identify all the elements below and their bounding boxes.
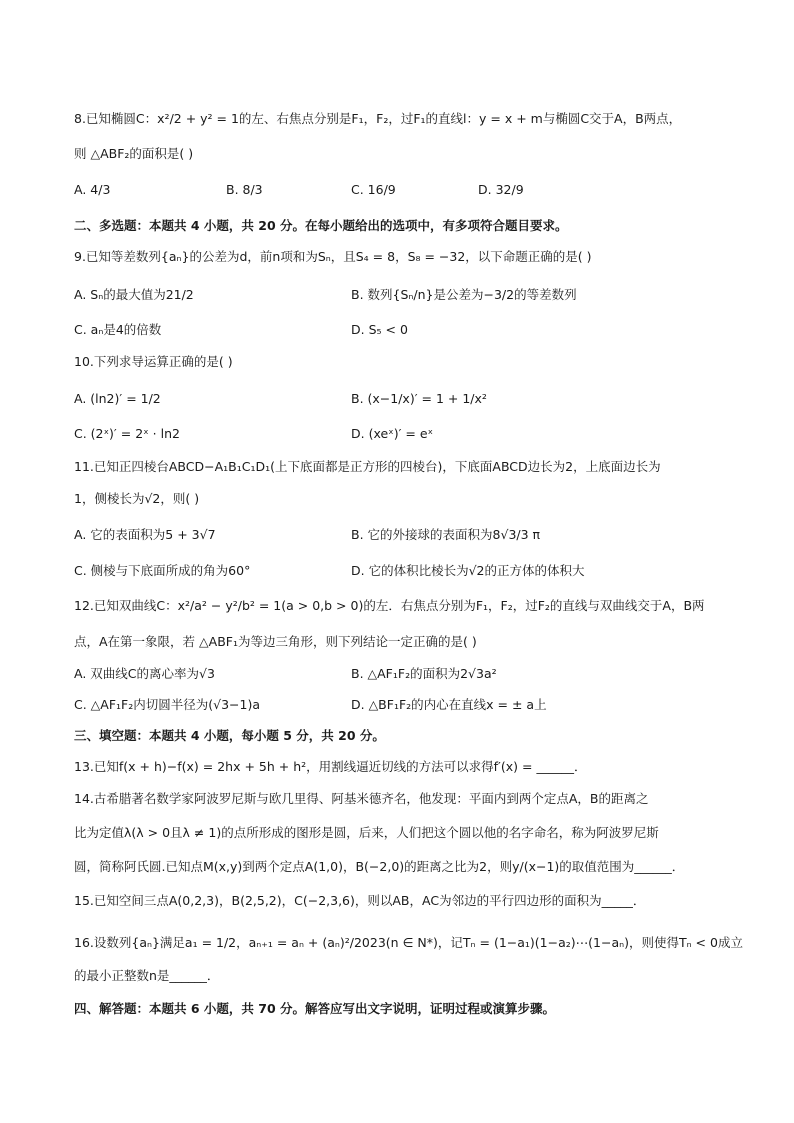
q16-line1: 16.设数列{aₙ}满足a₁ = 1/2，aₙ₊₁ = aₙ + (aₙ)²/2023(n ∈ N*)，记Tₙ = (1−a₁)(1−a₂)⋯(1−aₙ)，则使得Tₙ < 0成立: [74, 935, 743, 950]
q8-line1: 8.已知椭圆C：x²/2 + y² = 1的左、右焦点分别是F₁，F₂，过F₁的直线l：y = x + m与椭圆C交于A，B两点，: [74, 111, 682, 126]
section-4-heading: 四、解答题：本题共 6 小题，共 70 分。解答应写出文字说明，证明过程或演算步骤。: [74, 1001, 556, 1016]
q12-line2: 点，A在第一象限，若 △ABF₁为等边三角形，则下列结论一定正确的是( ): [74, 634, 477, 649]
q13-line1: 13.已知f(x + h)−f(x) = 2hx + 5h + h²，用割线逼近切线的方法可以求得f′(x) = ______．: [74, 759, 587, 774]
q14-line2: 比为定值λ(λ > 0且λ ≠ 1)的点所形成的图形是圆，后来，人们把这个圆以他的名字命名，称为阿波罗尼斯: [74, 825, 659, 840]
q12-option-b: B. △AF₁F₂的面积为2√3a²: [351, 666, 497, 681]
q9-option-a: A. Sₙ的最大值为21/2: [74, 287, 194, 302]
q9-option-d: D. S₅ < 0: [351, 322, 408, 337]
q8-line2: 则 △ABF₂的面积是( ): [74, 146, 194, 161]
q12-line1: 12.已知双曲线C：x²/a² − y²/b² = 1(a > 0,b > 0)的左．右焦点分别为F₁，F₂，过F₂的直线与双曲线交于A，B两: [74, 598, 705, 613]
q10-option-b: B. (x−1/x)′ = 1 + 1/x²: [351, 391, 487, 406]
q11-line2: 1，侧棱长为√2，则( ): [74, 491, 200, 506]
q11-option-d: D. 它的体积比棱长为√2的正方体的体积大: [351, 563, 585, 578]
q8-option-a: A. 4/3: [74, 182, 111, 197]
q10-option-d: D. (xeˣ)′ = eˣ: [351, 426, 434, 441]
q15-line1: 15.已知空间三点A(0,2,3)，B(2,5,2)，C(−2,3,6)，则以AB，AC为邻边的平行四边形的面积为_____．: [74, 893, 646, 908]
q10-option-c: C. (2ˣ)′ = 2ˣ · ln2: [74, 426, 180, 441]
q10-option-a: A. (ln2)′ = 1/2: [74, 391, 161, 406]
q12-option-d: D. △BF₁F₂的内心在直线x = ± a上: [351, 697, 547, 712]
q9-option-b: B. 数列{Sₙ/n}是公差为−3/2的等差数列: [351, 287, 577, 302]
q14-line3: 圆，简称阿氏圆.已知点M(x,y)到两个定点A(1,0)，B(−2,0)的距离之比为2，则y/(x−1)的取值范围为______．: [74, 859, 685, 874]
q11-option-b: B. 它的外接球的表面积为8√3/3 π: [351, 527, 541, 542]
q14-line1: 14.古希腊著名数学家阿波罗尼斯与欧几里得、阿基米德齐名，他发现：平面内到两个定点A，B的距离之: [74, 791, 649, 806]
q16-line2: 的最小正整数n是______．: [74, 968, 220, 983]
q9-option-c: C. aₙ是4的倍数: [74, 322, 162, 337]
q9-line1: 9.已知等差数列{aₙ}的公差为d，前n项和为Sₙ，且S₄ = 8，S₈ = −32，以下命题正确的是( ): [74, 249, 592, 264]
q8-option-d: D. 32/9: [478, 182, 524, 197]
q11-option-c: C. 侧棱与下底面所成的角为60°: [74, 563, 251, 578]
section-2-heading: 二、多选题：本题共 4 小题，共 20 分。在每小题给出的选项中，有多项符合题目要求。: [74, 218, 568, 233]
q12-option-a: A. 双曲线C的离心率为√3: [74, 666, 215, 681]
section-3-heading: 三、填空题：本题共 4 小题，每小题 5 分，共 20 分。: [74, 728, 385, 743]
q12-option-c: C. △AF₁F₂内切圆半径为(√3−1)a: [74, 697, 260, 712]
q11-option-a: A. 它的表面积为5 + 3√7: [74, 527, 216, 542]
q10-line1: 10.下列求导运算正确的是( ): [74, 354, 233, 369]
q8-option-c: C. 16/9: [351, 182, 396, 197]
q8-option-b: B. 8/3: [226, 182, 263, 197]
q11-line1: 11.已知正四棱台ABCD−A₁B₁C₁D₁(上下底面都是正方形的四棱台)，下底面ABCD边长为2，上底面边长为: [74, 459, 661, 474]
